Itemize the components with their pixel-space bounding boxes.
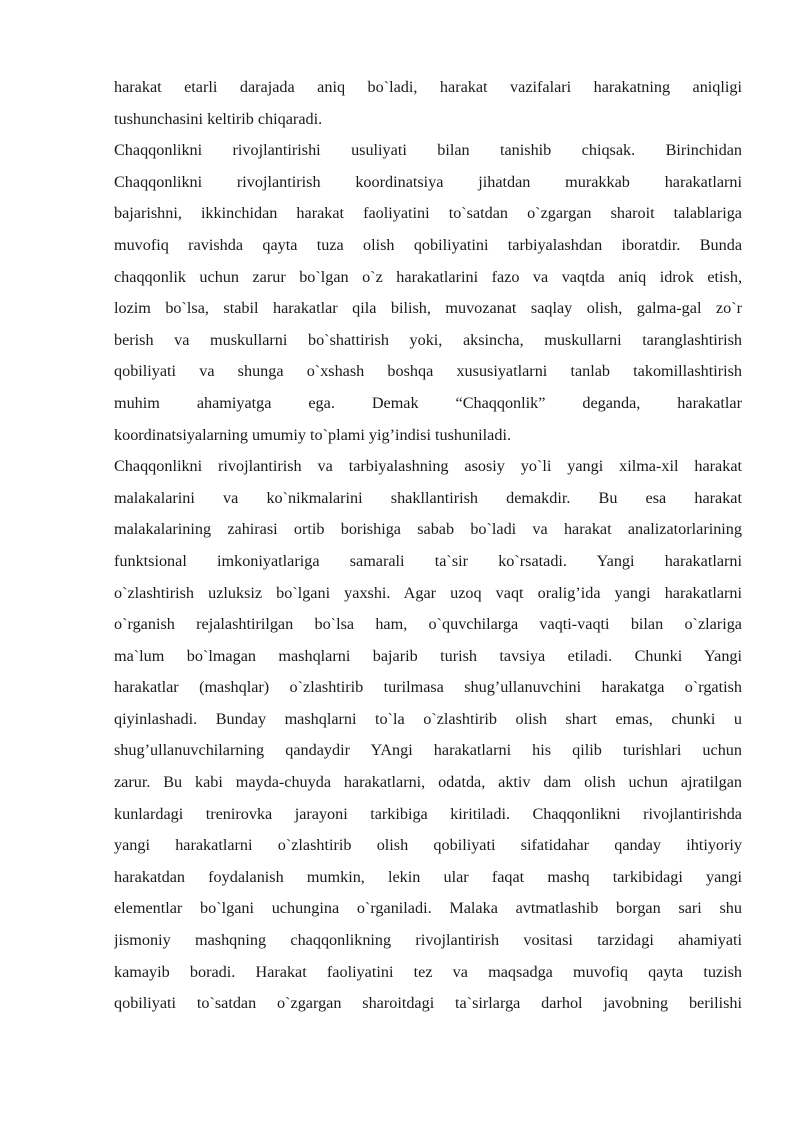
text-line: kamayib boradi. Harakat faoliyatini tez va maqsadga muvofiq qayta tuzish bbox=[114, 962, 742, 981]
text-line: lozim bo`lsa, stabil harakatlar qila bilish, muvozanat saqlay olish, galma-gal zo`r bbox=[114, 299, 742, 318]
text-line: o`zlashtirish uzluksiz bo`lgani yaxshi. Agar uzoq vaqt oralig’ida yangi harakatlarni bbox=[114, 583, 742, 602]
text-line: yangi harakatlarni o`zlashtirib olish qobiliyati sifatidahar qanday ihtiyoriy bbox=[114, 836, 742, 855]
text-line: o`rganish rejalashtirilgan bo`lsa ham, o`quvchilarga vaqti-vaqti bilan o`zlariga bbox=[114, 615, 742, 634]
body-text bbox=[114, 72, 742, 1020]
text-line: Chaqqonlikni rivojlantirish va tarbiyalashning asosiy yo`li yangi xilma-xil harakat bbox=[114, 457, 742, 476]
text-line: qiyinlashadi. Bunday mashqlarni to`la o`zlashtirib olish shart emas, chunki u bbox=[114, 709, 742, 728]
text-line: jismoniy mashqning chaqqonlikning rivojlantirish vositasi tarzidagi ahamiyati bbox=[114, 931, 742, 950]
text-line: harakat etarli darajada aniq bo`ladi, harakat vazifalari harakatning aniqligi bbox=[114, 78, 742, 96]
text-line: bajarishni, ikkinchidan harakat faoliyatini to`satdan o`zgargan sharoit talablariga bbox=[114, 204, 742, 223]
text-line: muhim ahamiyatga ega. Demak “Chaqqonlik” deganda, harakatlar bbox=[114, 393, 742, 412]
text-line: Chaqqonlikni rivojlantirishi usuliyati bilan tanishib chiqsak. Birinchidan bbox=[114, 141, 742, 160]
text-line: chaqqonlik uchun zarur bo`lgan o`z harakatlarini fazo va vaqtda aniq idrok etish, bbox=[114, 267, 742, 286]
text-line: ma`lum bo`lmagan mashqlarni bajarib turish tavsiya etiladi. Chunki Yangi bbox=[114, 646, 742, 665]
text-line: qobiliyati to`satdan o`zgargan sharoitdagi ta`sirlarga darhol javobning berilishi bbox=[114, 994, 742, 1013]
text-line: zarur. Bu kabi mayda-chuyda harakatlarni, odatda, aktiv dam olish uchun ajratilgan bbox=[114, 773, 742, 792]
text-line: funktsional imkoniyatlariga samarali ta`sir ko`rsatadi. Yangi harakatlarni bbox=[114, 551, 742, 570]
text-line: kunlardagi trenirovka jarayoni tarkibiga kiritiladi. Chaqqonlikni rivojlantirishda bbox=[114, 804, 742, 823]
text-line: Chaqqonlikni rivojlantirish koordinatsiya jihatdan murakkab harakatlarni bbox=[114, 172, 742, 191]
text-line: koordinatsiyalarning umumiy to`plami yig’indisi tushuniladi. bbox=[114, 425, 512, 444]
text-line: muvofiq ravishda qayta tuza olish qobiliyatini tarbiyalashdan iboratdir. Bunda bbox=[114, 235, 742, 254]
text-line: qobiliyati va shunga o`xshash boshqa xususiyatlarni tanlab takomillashtirish bbox=[114, 362, 742, 381]
text-line: berish va muskullarni bo`shattirish yoki, aksincha, muskullarni taranglashtirish bbox=[114, 330, 742, 349]
text-line: harakatlar (mashqlar) o`zlashtirib turilmasa shug’ullanuvchini harakatga o`rgatish bbox=[114, 678, 742, 697]
text-line: malakalarining zahirasi ortib borishiga sabab bo`ladi va harakat analizatorlarining bbox=[114, 520, 742, 539]
text-line: tushunchasini keltirib chiqaradi. bbox=[114, 109, 323, 128]
text-line: malakalarini va ko`nikmalarini shakllantirish demakdir. Bu esa harakat bbox=[114, 488, 742, 507]
text-line: harakatdan foydalanish mumkin, lekin ular faqat mashq tarkibidagi yangi bbox=[114, 867, 742, 886]
text-line: elementlar bo`lgani uchungina o`rganiladi. Malaka avtmatlashib borgan sari shu bbox=[114, 899, 742, 918]
text-line: shug’ullanuvchilarning qandaydir YAngi harakatlarni his qilib turishlari uchun bbox=[114, 741, 742, 760]
